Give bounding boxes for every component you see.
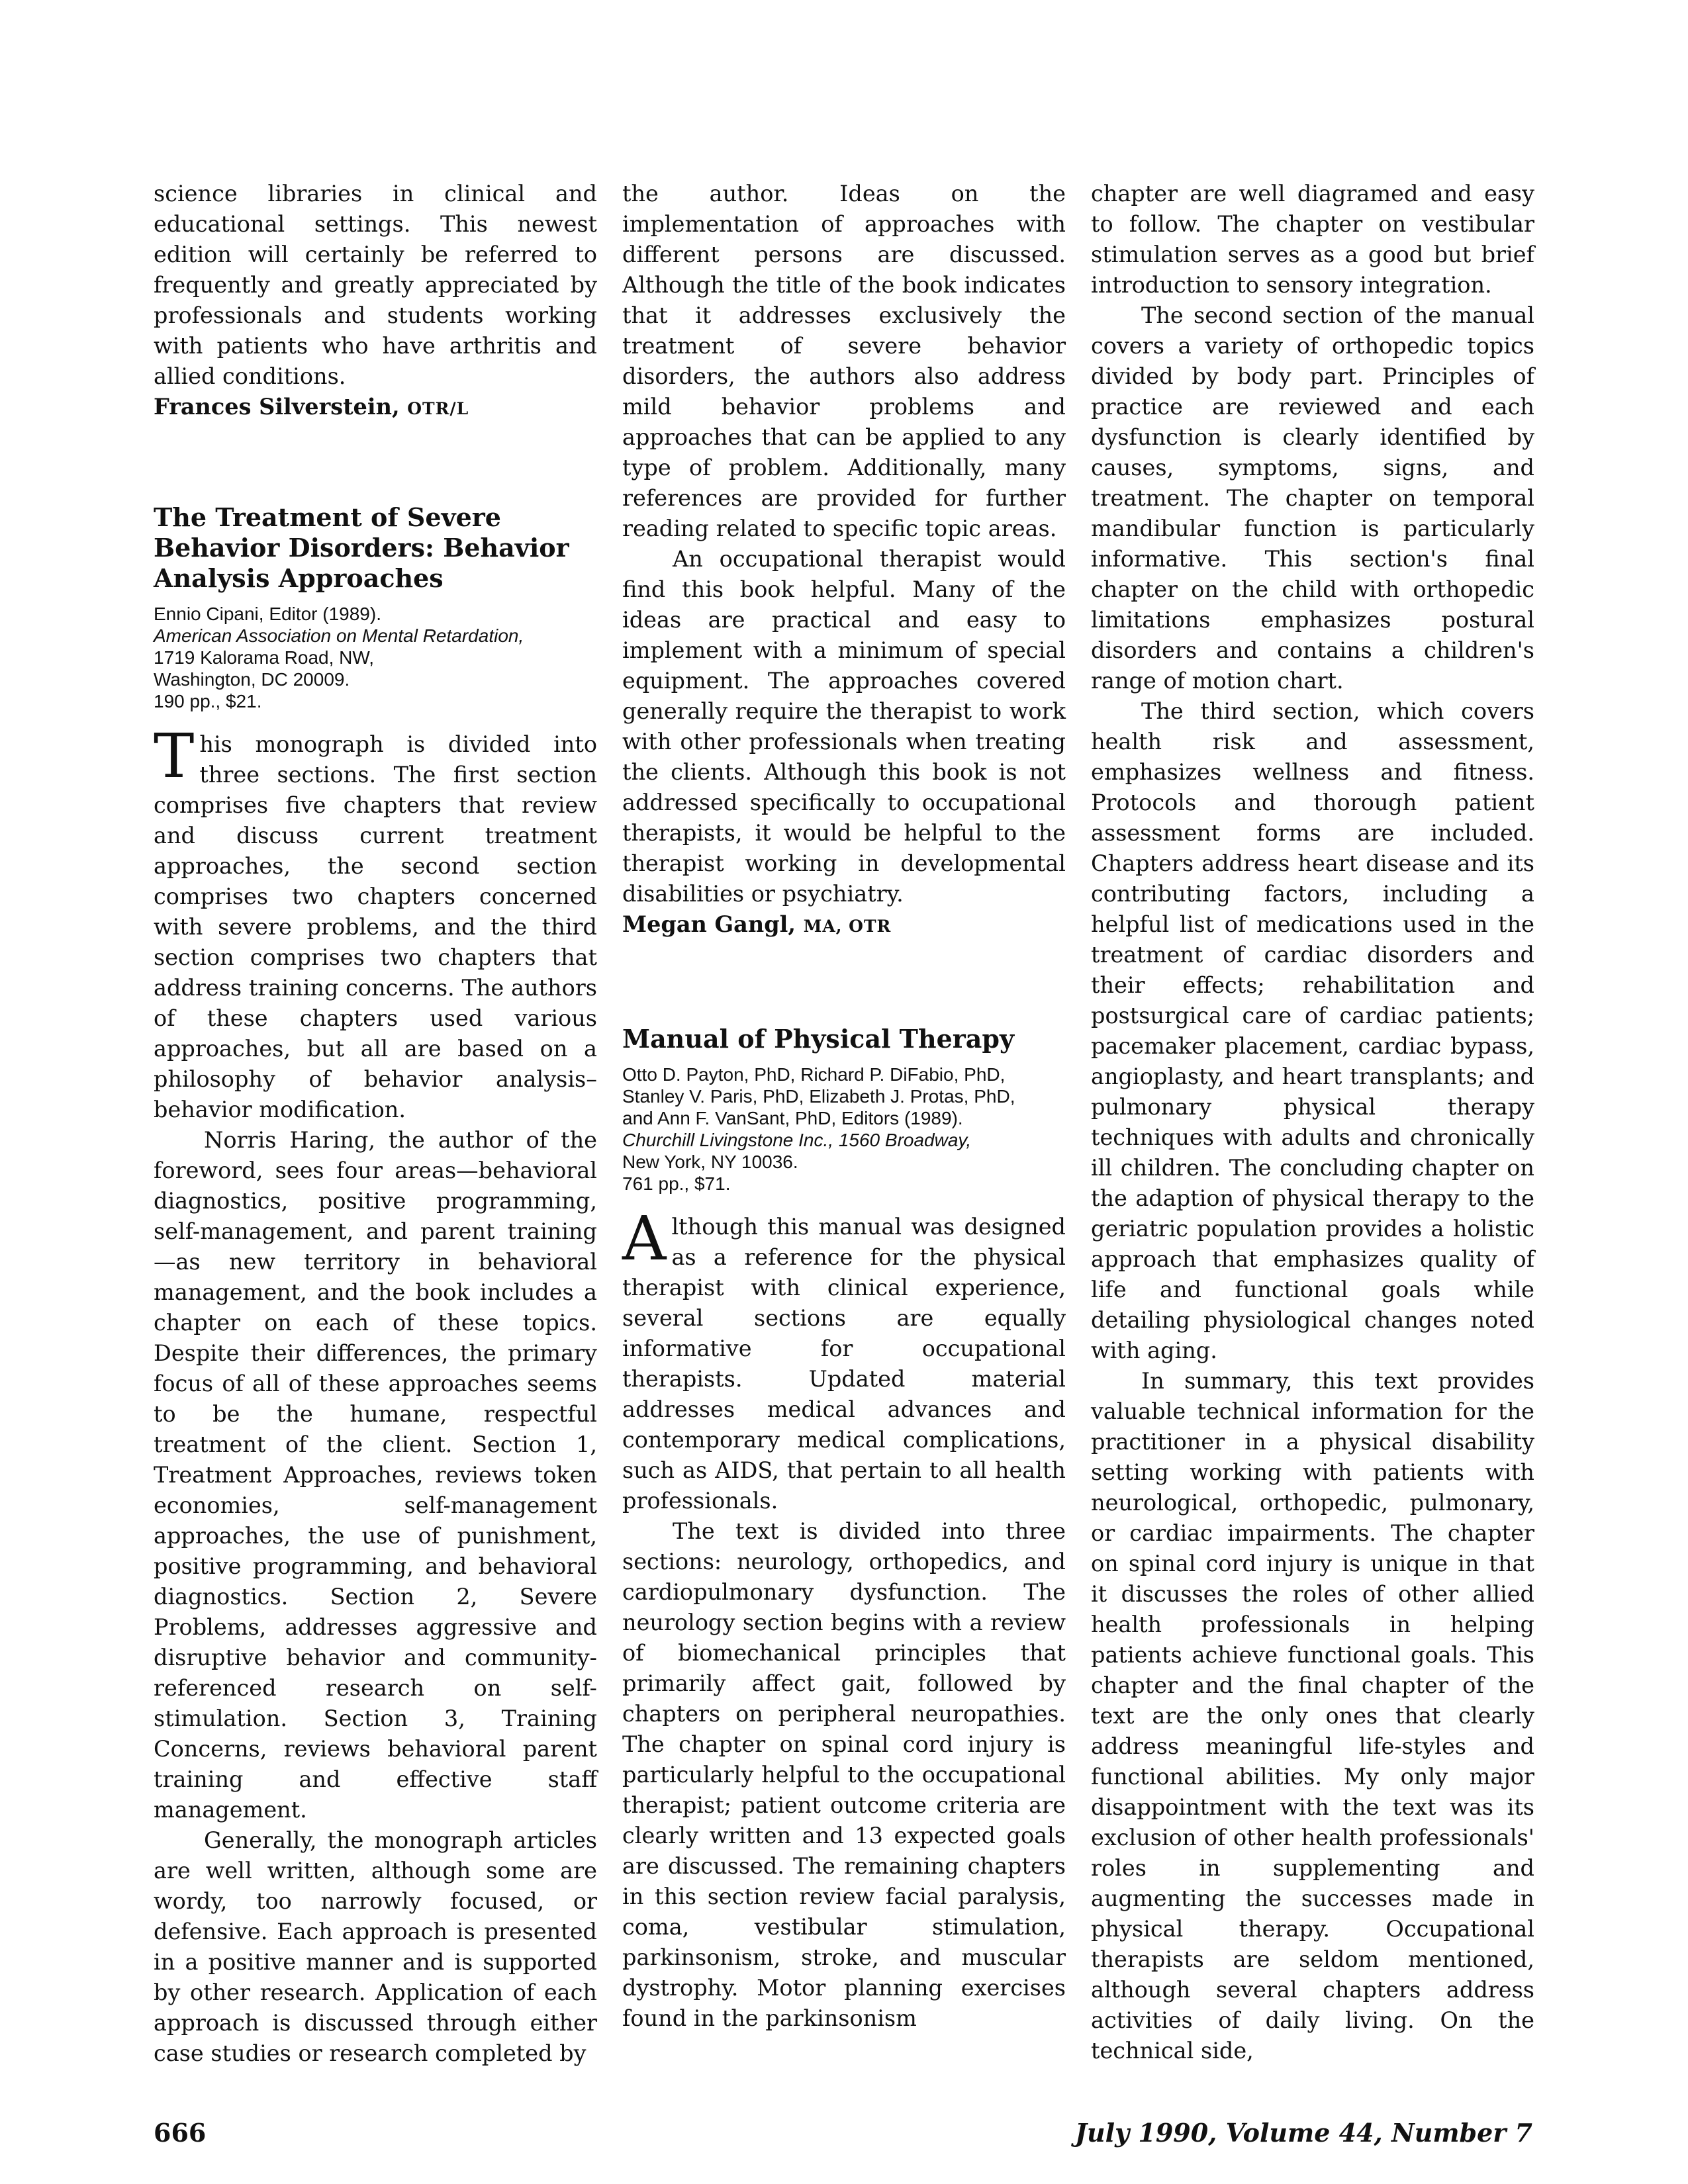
book-reference	[622, 1064, 1066, 1195]
reviewer-credentials: OTR/L	[407, 399, 469, 418]
paragraph: In summary, this text provides valuable technical information for the practitioner in a physical disability setting working with patients with neurological, orthopedic, pulmonary, or cardiac impairments. The chapter on spinal cord injury is unique in that it discusses the roles of other allied health professionals in helping patients achieve functional goals. This chapter and the final chapter of the text are the only ones that clearly address meaningful life-styles and functional abilities. My only major disappointment with the text was its exclusion of other health professionals' roles in supplementing and augmenting the successes made in physical therapy. Occupational therapists are seldom mentioned, although several chapters address activities of daily living. On the technical side,	[1091, 1368, 1534, 2064]
reference-line: and Ann F. VanSant, PhD, Editors (1989).	[622, 1108, 963, 1128]
column-2	[622, 179, 1066, 2034]
reference-line: 1719 Kalorama Road, NW,	[154, 647, 375, 668]
paragraph: Norris Haring, the author of the foreword, sees four areas—behavioral diagnostics, positive programming, self-management, and parent training—as new territory in behavioral management, and the book includes a chapter on each of these topics. Despite their differences, the primary focus of all of these approaches seems to be the humane, respectful treatment of the client. Section 1, Treatment Approaches, reviews token economies, self-management approaches, the use of punishment, positive programming, and behavioral diagnostics. Section 2, Severe Problems, addresses aggressive and disruptive behavior and community-referenced research on self-stimulation. Section 3, Training Concerns, reviews behavioral parent training and effective staff management.	[154, 1127, 597, 1823]
paragraph: chapter are well diagramed and easy to follow. The chapter on vestibular stimulation serves as a good but brief introduction to sensory integration.	[1091, 181, 1534, 298]
paragraph-text: lthough this manual was designed as a reference for the physical therapist with clinical experience, several sections are equally informative for occupational therapists. Updated material addresses medical advances and contemporary medical complications, such as AIDS, that pertain to all health professionals.	[622, 1214, 1066, 1514]
paragraph: the author. Ideas on the implementation of approaches with different persons are discussed. Although the title of the book indicates that it addresses exclusively the treatment of severe behavior disorders, the authors also address mild behavior problems and approaches that can be applied to any type of problem. Additionally, many references are provided for further reading related to specific topic areas.	[622, 181, 1066, 541]
book-reference	[154, 603, 597, 712]
reference-line: Ennio Cipani, Editor (1989).	[154, 604, 381, 624]
reference-line: American Association on Mental Retardation,	[154, 625, 524, 646]
column-1	[154, 179, 597, 2069]
reference-line: Stanley V. Paris, PhD, Elizabeth J. Protas, PhD,	[622, 1086, 1015, 1107]
review-title: The Treatment of Severe Behavior Disorders: Behavior Analysis Approaches	[154, 502, 569, 593]
paragraph: The text is divided into three sections: neurology, orthopedics, and cardiopulmonary dysfunction. The neurology section begins with a review of biomechanical principles that primarily affect gait, followed by chapters on peripheral neuropathies. The chapter on spinal cord injury is particularly helpful to the occupational therapist; patient outcome criteria are clearly written and 13 expected goals are discussed. The remaining chapters in this section review facial paralysis, coma, vestibular stimulation, parkinsonism, stroke, and muscular dystrophy. Motor planning exercises found in the parkinsonism	[622, 1518, 1066, 2031]
paragraph: The third section, which covers health risk and assessment, emphasizes wellness and fitness. Protocols and thorough patient assessment forms are included. Chapters address heart disease and its contributing factors, including a helpful list of medications used in the treatment of cardiac disorders and their effects; rehabilitation and postsurgical care of cardiac patients; pacemaker placement, cardiac bypass, angioplasty, and heart transplants; and pulmonary physical therapy techniques with adults and chronically ill children. The concluding chapter on the adaption of physical therapy to the geriatric population provides a holistic approach that emphasizes quality of life and functional goals while detailing physiological changes noted with aging.	[1091, 698, 1534, 1363]
paragraph	[622, 1203, 1066, 1516]
reference-line: Washington, DC 20009.	[154, 669, 350, 690]
drop-cap: A	[622, 1203, 667, 1274]
reviewer-signature	[154, 392, 597, 424]
reviewer-credentials: MA, OTR	[803, 917, 892, 936]
review-title: Manual of Physical Therapy	[622, 1024, 1015, 1054]
paragraph	[154, 721, 597, 1125]
reviewer-signature	[622, 909, 1066, 942]
reviewer-name: Megan Gangl,	[622, 911, 804, 937]
reference-line: New York, NY 10036.	[622, 1152, 798, 1172]
paragraph: science libraries in clinical and educational settings. This newest edition will certainly be referred to frequently and greatly appreciated by professionals and students working with patients who have arthritis and allied conditions.	[154, 181, 597, 389]
paragraph: An occupational therapist would find this book helpful. Many of the ideas are practical and easy to implement with a minimum of special equipment. The approaches covered generally require the therapist to work with other professionals when treating the clients. Although this book is not addressed specifically to occupational therapists, it would be helpful to the therapist working in developmental disabilities or psychiatry.	[622, 546, 1066, 907]
reference-line: Churchill Livingstone Inc., 1560 Broadway,	[622, 1130, 972, 1150]
page-number: 666	[154, 2118, 207, 2148]
issue-info: July 1990, Volume 44, Number 7	[1075, 2118, 1532, 2148]
reference-line: 190 pp., $21.	[154, 691, 262, 711]
drop-cap: T	[154, 721, 195, 792]
column-3	[1091, 179, 1534, 2066]
paragraph: Generally, the monograph articles are well written, although some are wordy, too narrowly focused, or defensive. Each approach is presented in a positive manner and is supported by other research. Application of each approach is discussed through either case studies or research completed by	[154, 1827, 597, 2066]
paragraph: The second section of the manual covers a variety of orthopedic topics divided by body part. Principles of practice are reviewed and each dysfunction is clearly identified by causes, symptoms, signs, and treatment. The chapter on temporal mandibular function is particularly informative. This section's final chapter on the child with orthopedic limitations emphasizes postural disorders and contains a children's range of motion chart.	[1091, 302, 1534, 694]
paragraph-text: his monograph is divided into three sections. The first section comprises five chapters that review and discuss current treatment approaches, the second section comprises two chapters concerned with severe problems, and the third section comprises two chapters that address training concerns. The authors of these chapters used various approaches, but all are based on a philosophy of behavior analysis–behavior modification.	[154, 731, 597, 1122]
reference-line: Otto D. Payton, PhD, Richard P. DiFabio, PhD,	[622, 1064, 1006, 1085]
reference-line: 761 pp., $71.	[622, 1173, 731, 1194]
reviewer-name: Frances Silverstein,	[154, 394, 408, 420]
